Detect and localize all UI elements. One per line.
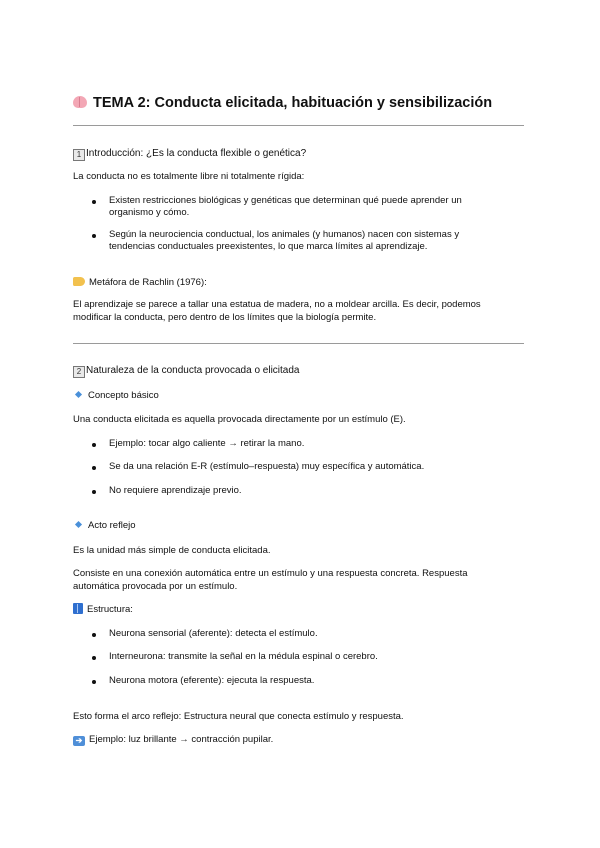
- title-text: TEMA 2: Conducta elicitada, habituación y sensibilización: [93, 95, 493, 111]
- keycap-1-icon: 1: [73, 149, 85, 161]
- page-title: [73, 95, 492, 111]
- divider: [73, 343, 524, 344]
- divider: [73, 125, 524, 126]
- subheading-concepto: Concepto básico: [73, 390, 159, 403]
- list-item: Ejemplo: tocar algo caliente → retirar la mano.: [109, 438, 305, 449]
- list-item: Neurona sensorial (aferente): detecta el estímulo.: [109, 628, 318, 639]
- blue-book-icon: [73, 603, 83, 614]
- acto-reflejo-p2: Consiste en una conexión automática entre un estímulo y una respuesta concreta. Respuesta automática provocada por un estímulo.: [73, 568, 468, 592]
- subheading-acto-reflejo: Acto reflejo: [73, 520, 136, 533]
- list-item: Existen restricciones biológicas y genéticas que determinan qué puede aprender un organismo y cómo.: [109, 195, 462, 218]
- acto-reflejo-p1: Es la unidad más simple de conducta elicitada.: [73, 545, 271, 556]
- bullet-icon: [92, 656, 96, 660]
- list-item: No requiere aprendizaje previo.: [109, 485, 242, 496]
- metaphor-label: Metáfora de Rachlin (1976):: [73, 277, 207, 290]
- pointing-hand-icon: [73, 277, 85, 286]
- bullet-icon: [92, 200, 96, 204]
- brain-icon: [73, 96, 87, 108]
- bullet-icon: [92, 633, 96, 637]
- keycap-2-icon: 2: [73, 366, 85, 378]
- blue-diamond-icon: [75, 521, 82, 528]
- bullet-icon: [92, 490, 96, 494]
- list-item: Neurona motora (eferente): ejecuta la respuesta.: [109, 675, 315, 686]
- arc-reflex-paragraph: Esto forma el arco reflejo: Estructura neural que conecta estímulo y respuesta.: [73, 711, 404, 722]
- structure-label: Estructura:: [73, 603, 133, 617]
- list-item: Interneurona: transmite la señal en la médula espinal o cerebro.: [109, 651, 378, 662]
- list-item: Según la neurociencia conductual, los animales (y humanos) nacen con sistemas y tendencias conductuales preexistentes, lo que marca límites al aprendizaje.: [109, 229, 460, 252]
- metaphor-paragraph: El aprendizaje se parece a tallar una estatua de madera, no a moldear arcilla. Es decir, podemos modificar la conducta, pero dentro de los límites que la biología permite.: [73, 299, 481, 323]
- bullet-icon: [92, 680, 96, 684]
- blue-diamond-icon: [75, 391, 82, 398]
- section-2-heading: 2 Naturaleza de la conducta provocada o elicitada: [73, 365, 299, 378]
- bullet-icon: [92, 443, 96, 447]
- list-item: Se da una relación E-R (estímulo–respuesta) muy específica y automática.: [109, 461, 425, 472]
- right-arrow-icon: ➔: [73, 736, 85, 746]
- concepto-intro: Una conducta elicitada es aquella provocada directamente por un estímulo (E).: [73, 414, 406, 425]
- section-1-intro: La conducta no es totalmente libre ni totalmente rígida:: [73, 171, 305, 182]
- example-line: ➔ Ejemplo: luz brillante → contracción pupilar.: [73, 734, 273, 747]
- bullet-icon: [92, 466, 96, 470]
- section-1-heading: 1 Introducción: ¿Es la conducta flexible o genética?: [73, 148, 306, 161]
- bullet-icon: [92, 234, 96, 238]
